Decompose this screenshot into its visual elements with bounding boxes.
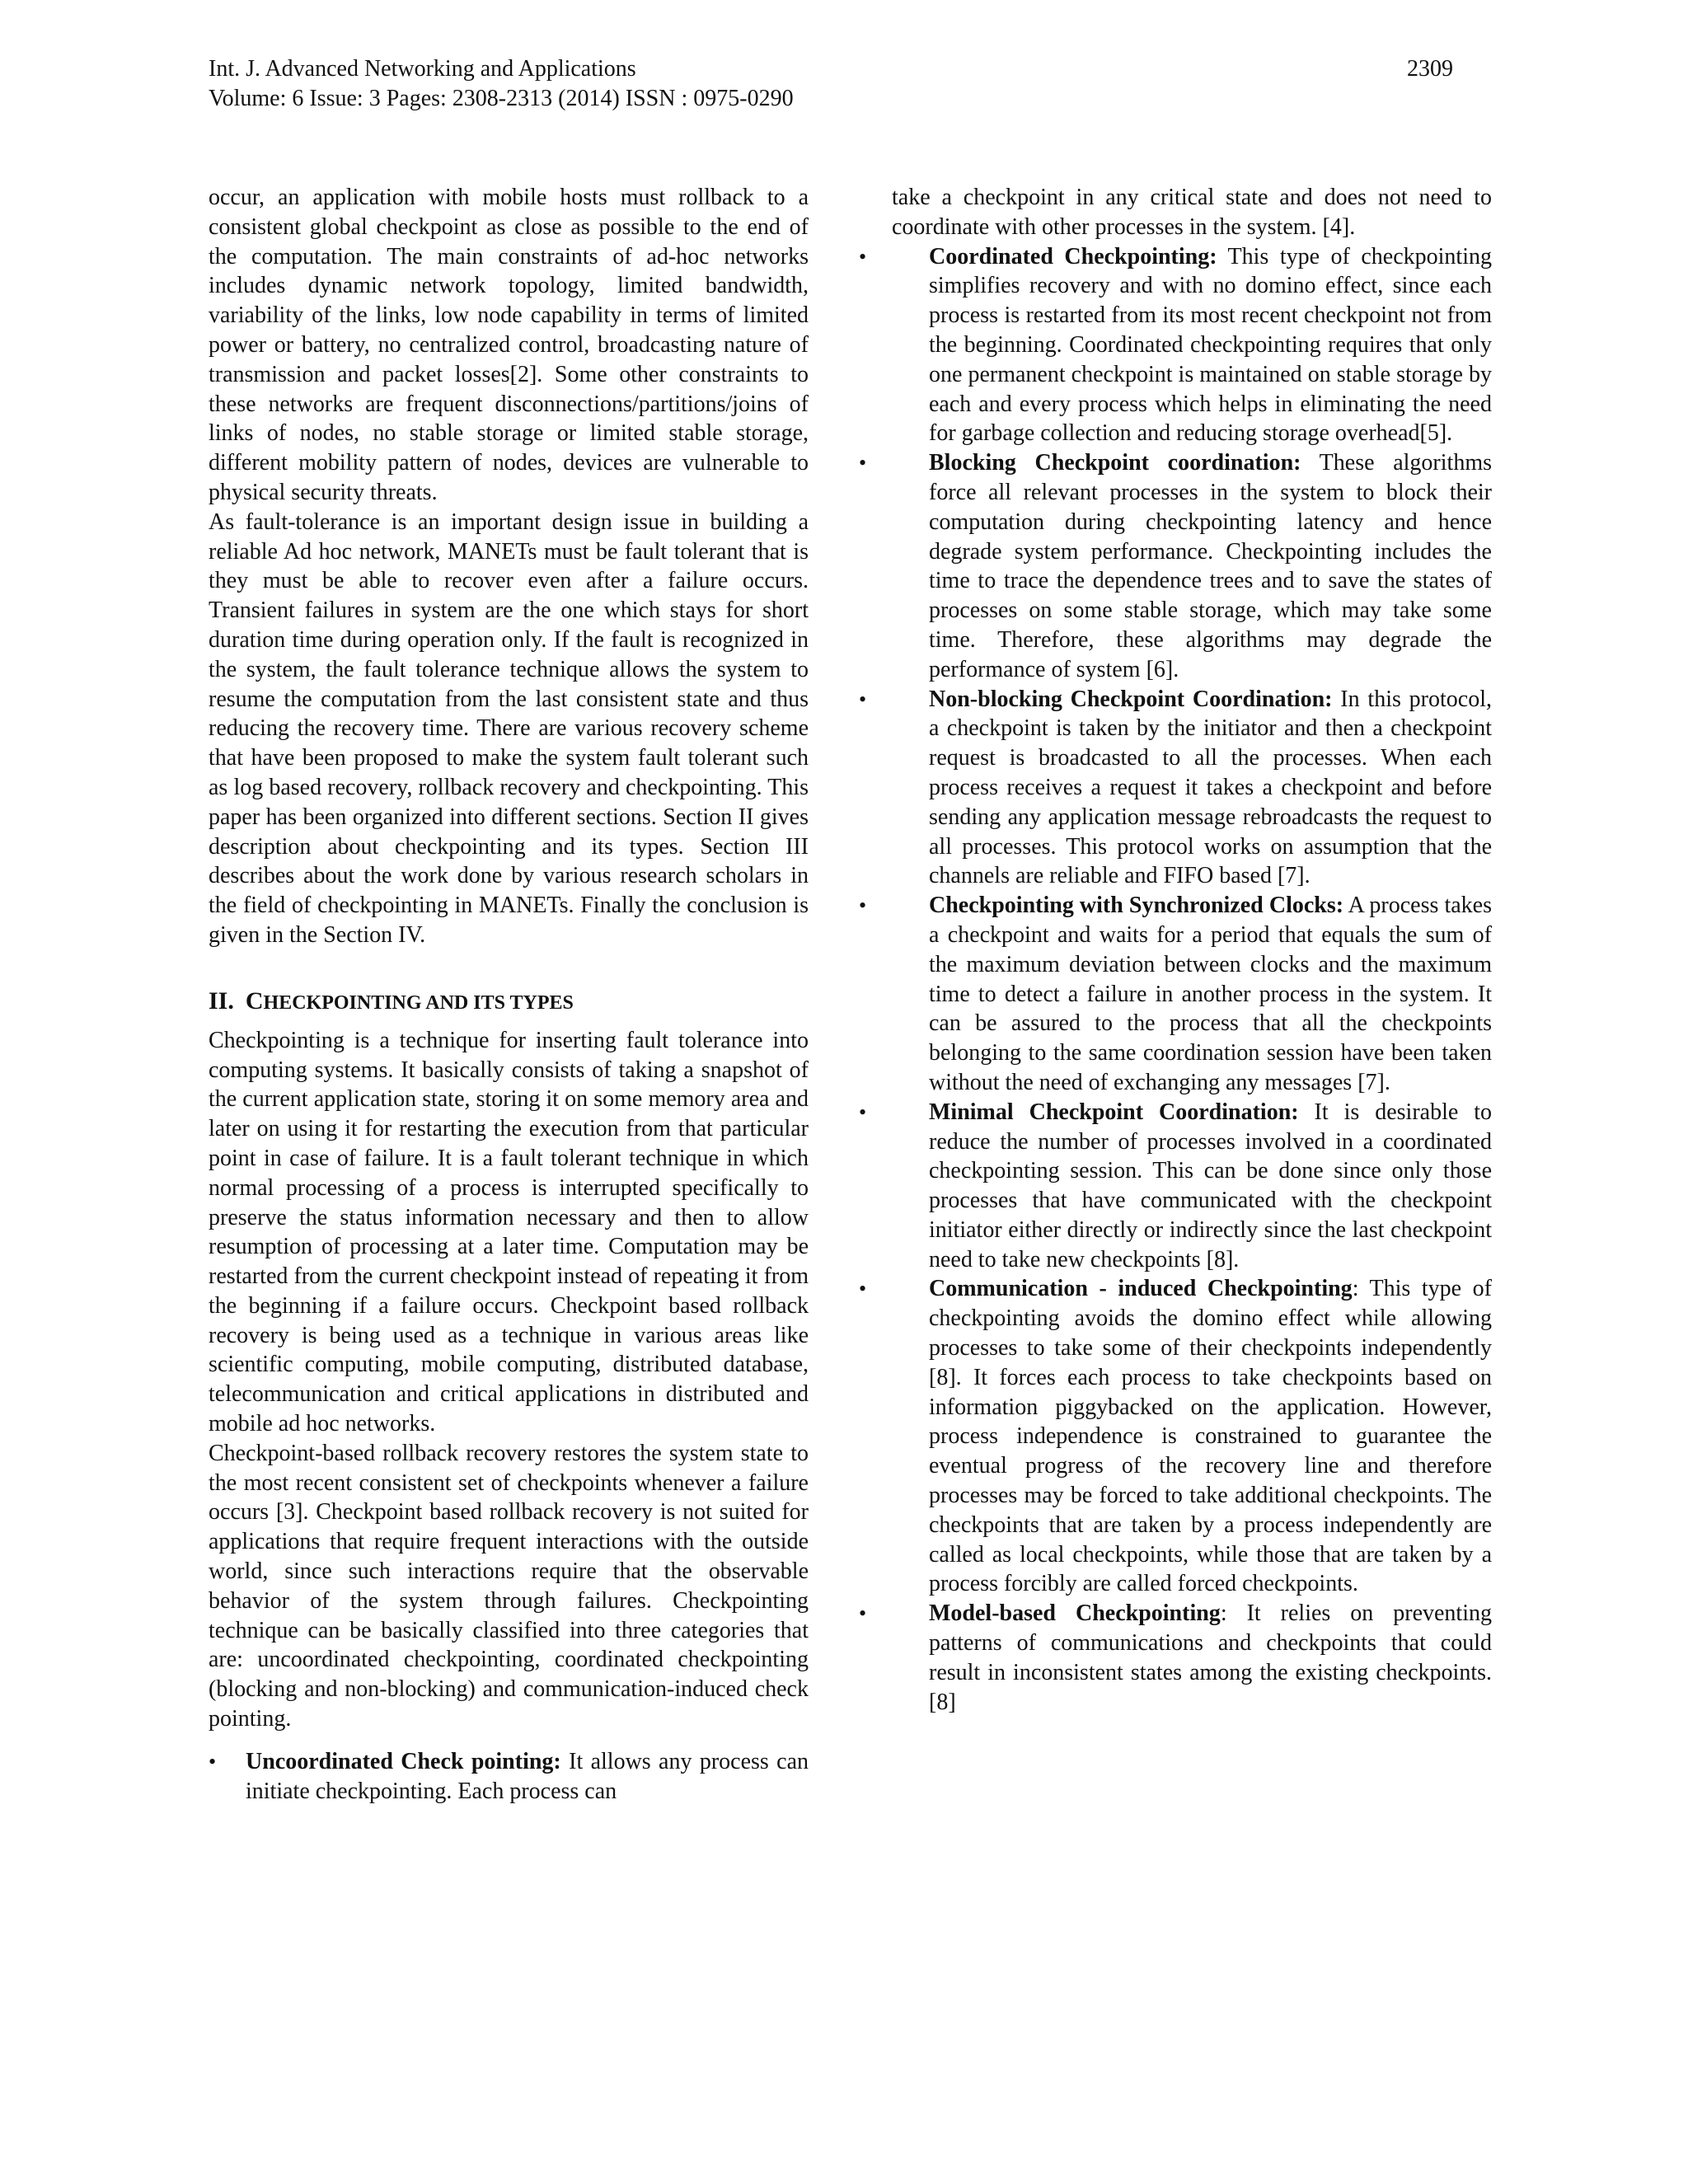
journal-title: Int. J. Advanced Networking and Applications — [209, 56, 636, 82]
list-item — [859, 1098, 1492, 1275]
bullet-icon: • — [859, 244, 867, 269]
list-item-text: These algorithms force all relevant processes in the system to block their computation during checkpointing latency and hence degrade system performance. Checkpointing includes the time to trace the dependence trees and to save the states of processes on some stable storage, which may take some time. Therefore, these algorithms may degrade the performance of system [6]. — [929, 450, 1492, 682]
list-item — [209, 1747, 809, 1807]
list-item-title: Model-based Checkpointing — [929, 1601, 1221, 1627]
list-item — [859, 448, 1492, 684]
list-item-text: This type of checkpointing simplifies recovery and with no domino effect, since each process is restarted from its most recent checkpoint not from the beginning. Coordinated checkpointing requires that only one permanent checkpoint is maintained on stable storage by each and every process which helps in eliminating the need for garbage collection and reducing storage overhead[5]. — [929, 243, 1492, 447]
bullet-icon: • — [859, 451, 867, 476]
list-item-text: : It relies on preventing patterns of communications and checkpoints that could result in inconsistent states among the existing checkpoints.[8] — [929, 1601, 1492, 1715]
list-item — [859, 242, 1492, 449]
left-column — [209, 183, 809, 1806]
bullet-icon: • — [209, 1749, 217, 1774]
list-item-text: In this protocol, a checkpoint is taken by the initiator and then a checkpoint request is broadcasted to all the processes. When each process receives a request it takes a checkpoint and before sending any application message rebroadcasts the request to all processes. This protocol works on assumption that the channels are reliable and FIFO based [7]. — [929, 686, 1492, 889]
paragraph-continuation: take a checkpoint in any critical state and does not need to coordinate with other processes in the system. [4]. — [892, 185, 1492, 240]
page-header — [209, 54, 1453, 114]
list-item-title: Checkpointing with Synchronized Clocks: — [929, 893, 1344, 919]
bullet-icon: • — [859, 893, 867, 918]
list-item-title: Minimal Checkpoint Coordination: — [929, 1099, 1299, 1125]
section-number: II. — [209, 987, 234, 1015]
list-item-title: Non-blocking Checkpoint Coordination: — [929, 686, 1333, 712]
bullet-icon: • — [859, 687, 867, 711]
page-number: 2309 — [1407, 56, 1453, 82]
list-item-title: Uncoordinated Check pointing: — [246, 1748, 561, 1774]
list-item-text: A process takes a checkpoint and waits for a period that equals the sum of the maximum deviation between clocks and the maximum time to detect a failure in another process in the system. It can be assured to the process that all the checkpoints belonging to the same coordination session have been taken without the need of exchanging any messages [7]. — [929, 893, 1492, 1095]
volume-info: Volume: 6 Issue: 3 Pages: 2308-2313 (2014) ISSN : 0975-0290 — [209, 86, 794, 111]
bullet-list — [859, 242, 1492, 1718]
list-item-title: Coordinated Checkpointing: — [929, 243, 1217, 269]
paragraph: Checkpointing is a technique for inserting fault tolerance into computing systems. It basically consists of taking a snapshot of the current application state, storing it on some memory area and later on using it for restarting the execution from that particular point in case of failure. It is a fault tolerant technique in which normal processing of a process is interrupted specifically to preserve the status information necessary and then to allow resumption of processing at a later time. Computation may be restarted from the current checkpoint instead of repeating it from the beginning if a failure occurs. Checkpoint based rollback recovery is being used as a technique in various areas like scientific computing, mobile computing, distributed database, telecommunication and critical applications in distributed and mobile ad hoc networks. — [209, 1027, 809, 1437]
right-column — [859, 183, 1492, 1717]
bullet-icon: • — [859, 1277, 867, 1301]
paragraph: Checkpoint-based rollback recovery restores the system state to the most recent consistent set of checkpoints whenever a failure occurs [3]. Checkpoint based rollback recovery is not suited for applications that require frequent interactions with the outside world, since such interactions require that the observable behavior of the system through failures. Checkpointing technique can be basically classified into three categories that are: uncoordinated checkpointing, coordinated checkpointing (blocking and non-blocking) and communication-induced check pointing. — [209, 1440, 809, 1732]
paragraph: As fault-tolerance is an important design issue in building a reliable Ad hoc network, MANETs must be fault tolerant that is they must be able to recover even after a failure occurs. Transient failures in system are the one which stays for short duration time during operation only. If the fault is recognized in the system, the fault tolerance technique allows the system to resume the computation from the last consistent state and thus reducing the recovery time. There are various recovery scheme that have been proposed to make the system fault tolerant such as log based recovery, rollback recovery and checkpointing. This paper has been organized into different sections. Section II gives description about checkpointing and its types. Section III describes about the work done by various research scholars in the field of checkpointing in MANETs. Finally the conclusion is given in the Section IV. — [209, 509, 809, 948]
list-item-title: Communication - induced Checkpointing — [929, 1276, 1353, 1302]
bullet-list — [209, 1747, 809, 1807]
paragraph: occur, an application with mobile hosts must rollback to a consistent global checkpoint as close as possible to the end of the computation. The main constraints of ad-hoc networks includes dynamic network topology, limited bandwidth, variability of the links, low node capability in terms of limited power or battery, no centralized control, broadcasting nature of transmission and packet losses[2]. Some other constraints to these networks are frequent disconnections/partitions/joins of links of nodes, no stable storage or limited stable storage, different mobility pattern of nodes, devices are vulnerable to physical security threats. — [209, 185, 809, 505]
bullet-icon: • — [859, 1601, 867, 1626]
list-item-title: Blocking Checkpoint coordination: — [929, 450, 1301, 476]
list-item — [859, 891, 1492, 1098]
list-item-text: : This type of checkpointing avoids the domino effect while allowing processes to take some of their checkpoints independently [8]. It forces each process to take checkpoints based on information piggybacked on the application. However, process independence is constrained to guarantee the eventual progress of the recovery line and therefore processes may be forced to take additional checkpoints. The checkpoints that are taken by a process independently are called as local checkpoints, while those that are taken by a process forcibly are called forced checkpoints. — [929, 1276, 1492, 1597]
section-title: HECKPOINTING AND ITS TYPES — [263, 991, 574, 1014]
bullet-icon: • — [859, 1099, 867, 1124]
section-heading — [209, 987, 809, 1018]
list-item-text: It allows any process can initiate checkpointing. Each process can — [246, 1748, 809, 1804]
list-item — [859, 1599, 1492, 1717]
section-title-initial: C — [245, 987, 264, 1015]
list-item-text: It is desirable to reduce the number of processes involved in a coordinated checkpointing session. This can be done since only those processes that have communicated with the checkpoint initiator either directly or indirectly since the last checkpoint need to take new checkpoints [8]. — [929, 1099, 1492, 1272]
list-item — [859, 685, 1492, 892]
list-item — [859, 1274, 1492, 1599]
